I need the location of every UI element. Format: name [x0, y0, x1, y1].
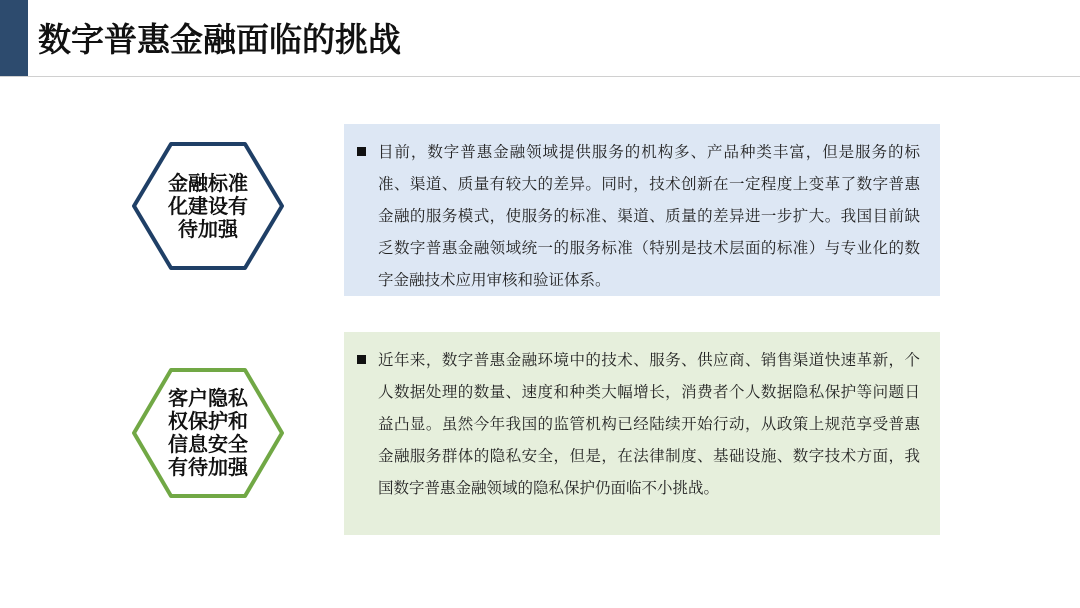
hexagon-heading-2 — [131, 367, 285, 499]
challenge-heading-1: 金融标准化建设有待加强 — [168, 170, 248, 241]
page-title: 数字普惠金融面临的挑战 — [38, 20, 401, 59]
title-divider — [0, 76, 1080, 77]
challenge-heading-2: 客户隐私权保护和信息安全有待加强 — [168, 386, 248, 479]
challenge-panel-2 — [344, 332, 940, 535]
title-accent-bar — [0, 0, 28, 76]
challenge-panel-1 — [344, 124, 940, 296]
hexagon-heading-1 — [131, 141, 285, 271]
challenge-text-1: 目前，数字普惠金融领域提供服务的机构多、产品种类丰富，但是服务的标准、渠道、质量有较大的差异。同时，技术创新在一定程度上变革了数字普惠金融的服务模式，使服务的标准、渠道、质量的差异进一步扩大。我国目前缺乏数字普惠金融领域统一的服务标准（特别是技术层面的标准）与专业化的数字金融技术应用审核和验证体系。 — [378, 143, 920, 289]
square-bullet-icon — [357, 147, 366, 156]
square-bullet-icon — [357, 355, 366, 364]
challenge-text-2: 近年来，数字普惠金融环境中的技术、服务、供应商、销售渠道快速革新，个人数据处理的数量、速度和种类大幅增长，消费者个人数据隐私保护等问题日益凸显。虽然今年我国的监管机构已经陆续开始行动，从政策上规范享受普惠金融服务群体的隐私安全，但是，在法律制度、基础设施、数字技术方面，我国数字普惠金融领域的隐私保护仍面临不小挑战。 — [378, 351, 920, 497]
